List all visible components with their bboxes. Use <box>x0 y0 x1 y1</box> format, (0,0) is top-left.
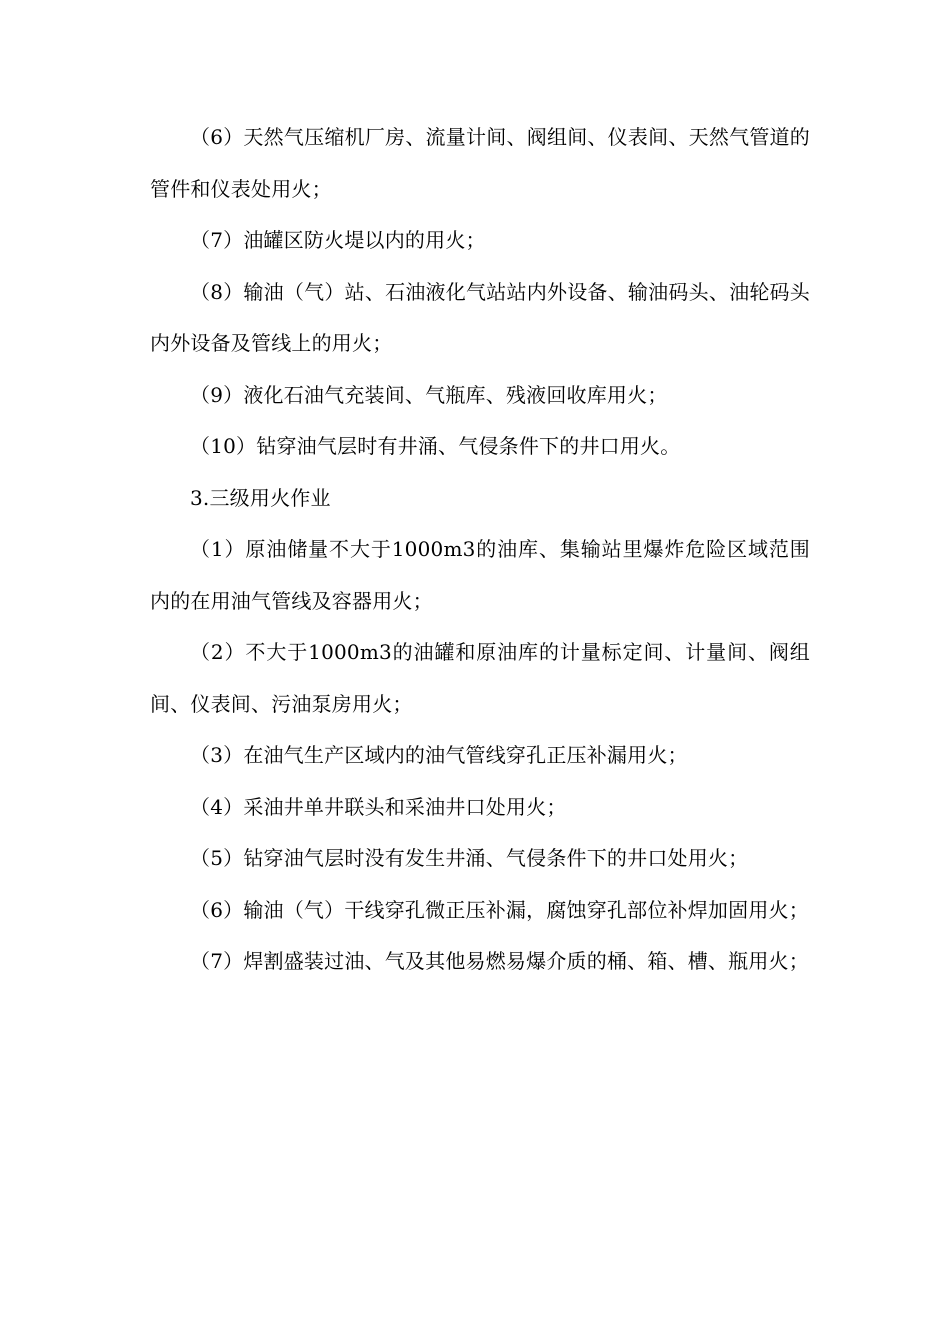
paragraph-6-trunk-line: （6）输油（气）干线穿孔微正压补漏，腐蚀穿孔部位补焊加固用火； <box>190 897 809 922</box>
section-heading-level-3: 3.三级用火作业 <box>190 485 331 510</box>
paragraph-3-leak-repair: （3）在油气生产区域内的油气管线穿孔正压补漏用火； <box>190 743 688 767</box>
paragraph-2-metering: （2）不大于1000m3的油罐和原油库的计量标定间、计量间、阀组间、仪表间、污油泵房用火； <box>150 640 810 716</box>
paragraph-7-containers: （7）焊割盛装过油、气及其他易燃易爆介质的桶、箱、槽、瓶用火； <box>190 949 809 973</box>
paragraph-4-wellhead: （4）采油井单井联头和采油井口处用火； <box>190 794 567 819</box>
paragraph-5-drilling: （5）钻穿油气层时没有发生井涌、气侵条件下的井口处用火； <box>190 846 749 870</box>
paragraph-8-pipeline-station: （8）输油（气）站、石油液化气站站内外设备、输油码头、油轮码头内外设备及管线上的用火； <box>150 279 810 355</box>
document-body <box>150 112 810 988</box>
paragraph-7-tank-area: （7）油罐区防火堤以内的用火； <box>190 228 486 252</box>
paragraph-1-oil-depot: （1）原油储量不大于1000m3的油库、集输站里爆炸危险区域范围内的在用油气管线及容器用火； <box>150 537 810 613</box>
paragraph-6-natural-gas: （6）天然气压缩机厂房、流量计间、阀组间、仪表间、天然气管道的管件和仪表处用火； <box>150 125 810 201</box>
paragraph-9-lpg: （9）液化石油气充装间、气瓶库、残液回收库用火； <box>190 382 668 407</box>
paragraph-10-drilling: （10）钻穿油气层时有井涌、气侵条件下的井口用火。 <box>190 434 681 458</box>
